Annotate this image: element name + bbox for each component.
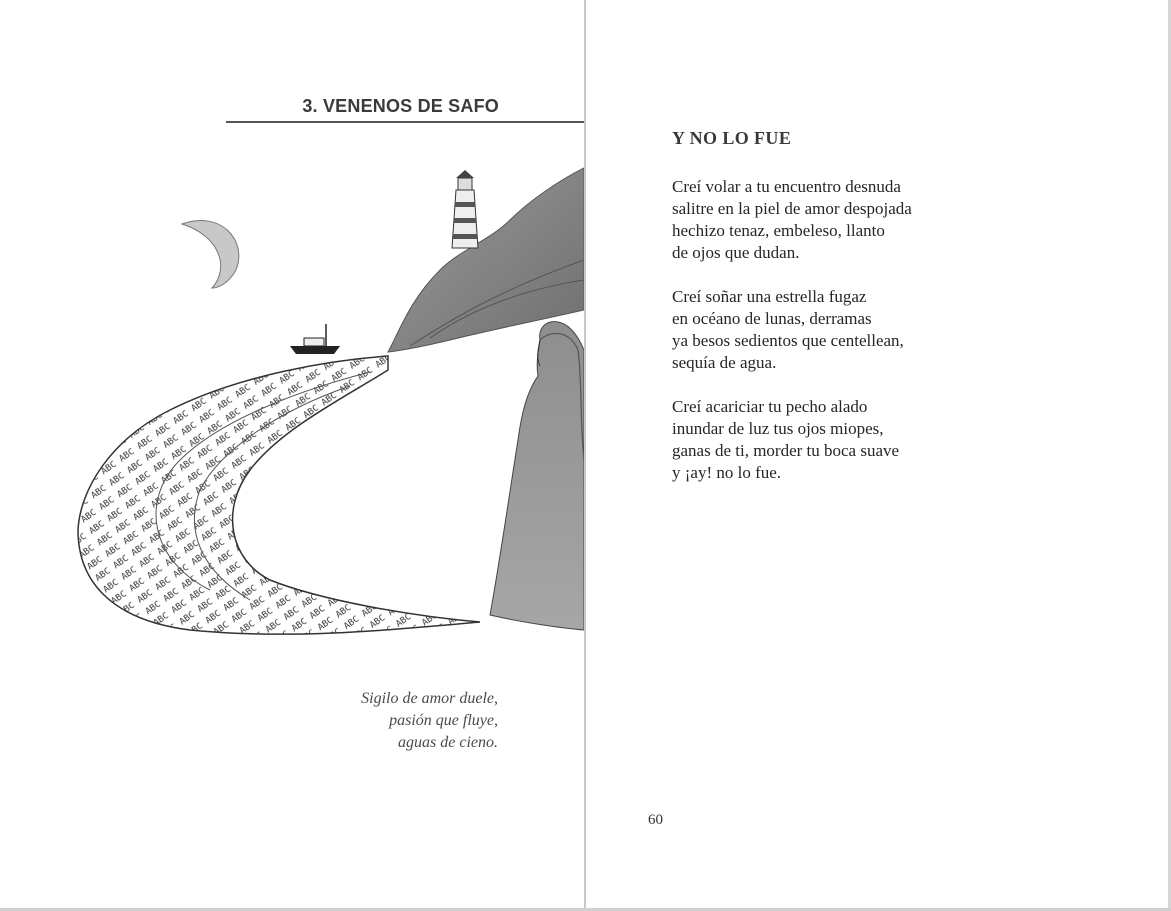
poem-line: en océano de lunas, derramas: [672, 309, 872, 328]
illustration-caption: [361, 688, 498, 754]
stanza: [672, 396, 912, 484]
poem-line: inundar de luz tus ojos miopes,: [672, 419, 884, 438]
poem-line: Creí volar a tu encuentro desnuda: [672, 177, 901, 196]
caption-line: pasión que fluye,: [389, 712, 498, 729]
lighthouse-icon: [452, 170, 478, 248]
boat-icon: [290, 324, 340, 354]
letter-wave: [78, 356, 480, 634]
chapter-title: 3. VENENOS DE SAFO: [302, 96, 499, 116]
stanza: [672, 176, 912, 264]
poem-line: de ojos que dudan.: [672, 243, 800, 262]
caption-line: aguas de cieno.: [398, 734, 498, 751]
poem-title: Y NO LO FUE: [672, 128, 792, 148]
poem-line: ganas de ti, morder tu boca suave: [672, 441, 900, 460]
stanza: [672, 286, 912, 374]
poem-body: [672, 176, 912, 506]
coastal-illustration: [70, 160, 584, 660]
right-page: [586, 0, 1171, 908]
woman-figure: [490, 322, 584, 630]
chapter-rule: [226, 121, 584, 123]
poem-line: Creí soñar una estrella fugaz: [672, 287, 867, 306]
poem-line: salitre en la piel de amor despojada: [672, 199, 912, 218]
caption-line: Sigilo de amor duele,: [361, 690, 498, 707]
poem-line: ya besos sedientos que centellean,: [672, 331, 904, 350]
poem-line: y ¡ay! no lo fue.: [672, 463, 782, 482]
poem-line: sequía de agua.: [672, 353, 777, 372]
left-page: [0, 0, 584, 908]
poem-line: Creí acariciar tu pecho alado: [672, 397, 868, 416]
poem-line: hechizo tenaz, embeleso, llanto: [672, 221, 885, 240]
page-number: 60: [648, 812, 663, 828]
moon-icon: [182, 220, 239, 288]
